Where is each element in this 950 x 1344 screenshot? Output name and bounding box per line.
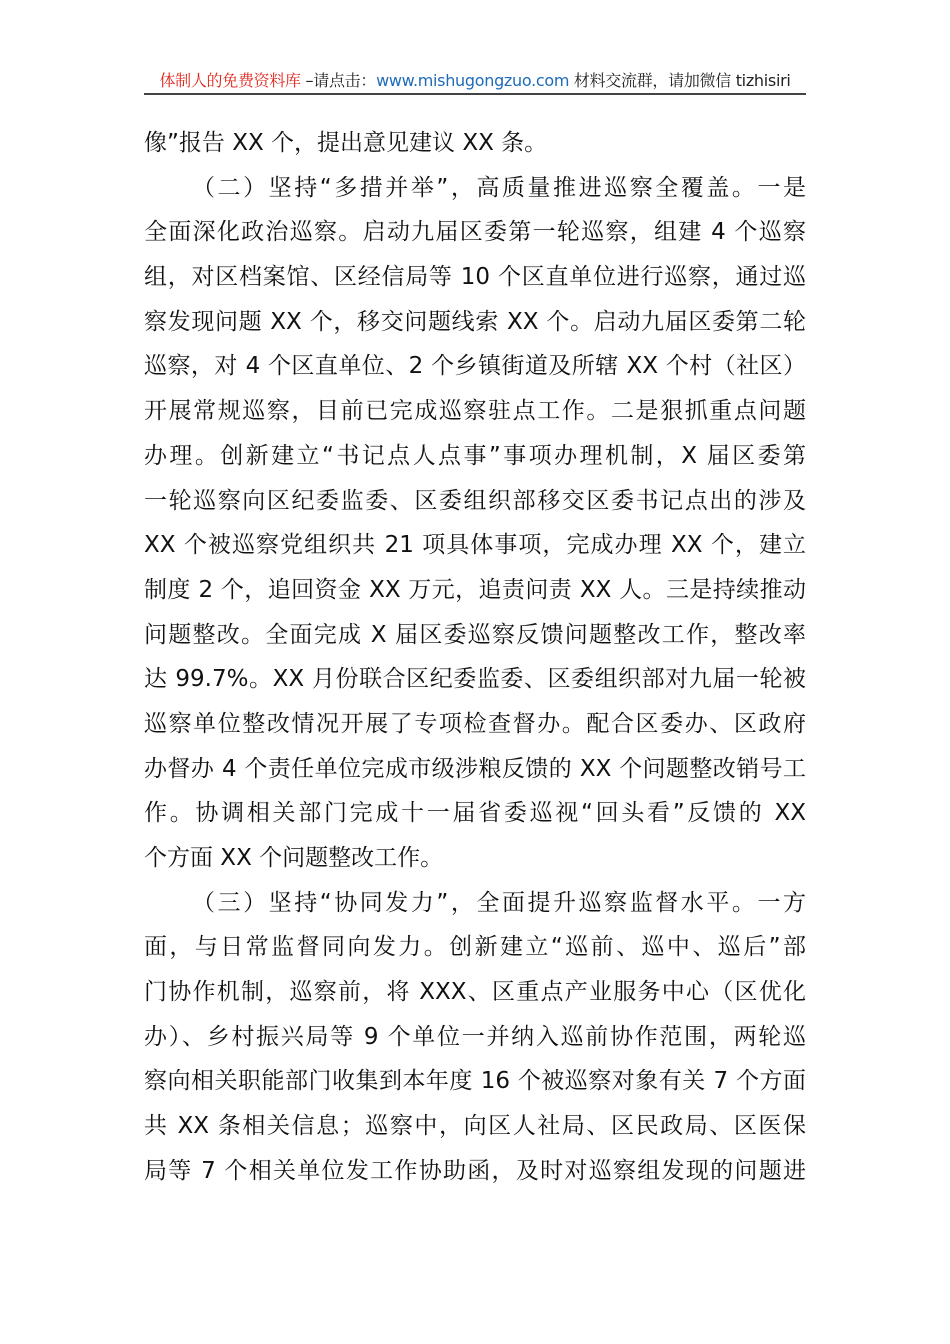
text-line: 制度 2 个，追回资金 XX 万元，追责问责 XX 人。三是持续推动 [144,576,806,603]
text-line: 门协作机制，巡察前，将 XXX、区重点产业服务中心（区优化 [144,979,806,1006]
text-line: （三）坚持“协同发力”，全面提升巡察监督水平。一方 [192,889,806,916]
text-line: 察发现问题 XX 个，移交问题线索 XX 个。启动九届区委第二轮 [144,308,806,335]
header-divider [144,93,806,95]
text-line: 巡察单位整改情况开展了专项检查督办。配合区委办、区政府 [144,710,806,737]
page-header [144,68,806,91]
text-line: 察向相关职能部门收集到本年度 16 个被巡察对象有关 7 个方面 [144,1068,806,1095]
text-line: 开展常规巡察，目前已完成巡察驻点工作。二是狠抓重点问题 [144,398,806,425]
document-body [144,121,806,1194]
text-line: 作。协调相关部门完成十一届省委巡视“回头看”反馈的 XX [144,800,806,827]
text-line: 像”报告 XX 个，提出意见建议 XX 条。 [144,130,548,156]
text-line: 问题整改。全面完成 X 届区委巡察反馈问题整改工作，整改率 [144,621,806,648]
header-brand: 体制人的免费资料库 [159,71,301,90]
text-line: 全面深化政治巡察。启动九届区委第一轮巡察，组建 4 个巡察 [144,219,806,246]
header-suffix: 材料交流群，请加微信 tizhisiri [569,71,791,90]
text-line: 达 99.7%。XX 月份联合区纪委监委、区委组织部对九届一轮被 [144,666,806,693]
text-line: 个方面 XX 个问题整改工作。 [144,845,444,871]
text-line: 面，与日常监督同向发力。创新建立“巡前、巡中、巡后”部 [144,934,806,961]
header-url-link[interactable]: www.mishugongzuo.com [376,71,570,90]
text-line: （二）坚持“多措并举”，高质量推进巡察全覆盖。一是 [192,174,806,201]
text-line: XX 个被巡察党组织共 21 项具体事项，完成办理 XX 个，建立 [144,532,806,559]
text-line: 办理。创新建立“书记点人点事”事项办理机制，X 届区委第 [144,442,806,469]
text-line: 组，对区档案馆、区经信局等 10 个区直单位进行巡察，通过巡 [144,264,806,291]
text-line: 巡察，对 4 个区直单位、2 个乡镇街道及所辖 XX 个村（社区） [144,353,806,380]
text-line: 共 XX 条相关信息；巡察中，向区人社局、区民政局、区医保 [144,1113,806,1140]
text-line: 局等 7 个相关单位发工作协助函，及时对巡察组发现的问题进 [144,1157,806,1184]
text-line: 办督办 4 个责任单位完成市级涉粮反馈的 XX 个问题整改销号工 [144,755,806,782]
header-prompt: –请点击： [300,71,377,90]
text-line: 办）、乡村振兴局等 9 个单位一并纳入巡前协作范围，两轮巡 [144,1023,806,1050]
text-line: 一轮巡察向区纪委监委、区委组织部移交区委书记点出的涉及 [144,487,806,514]
